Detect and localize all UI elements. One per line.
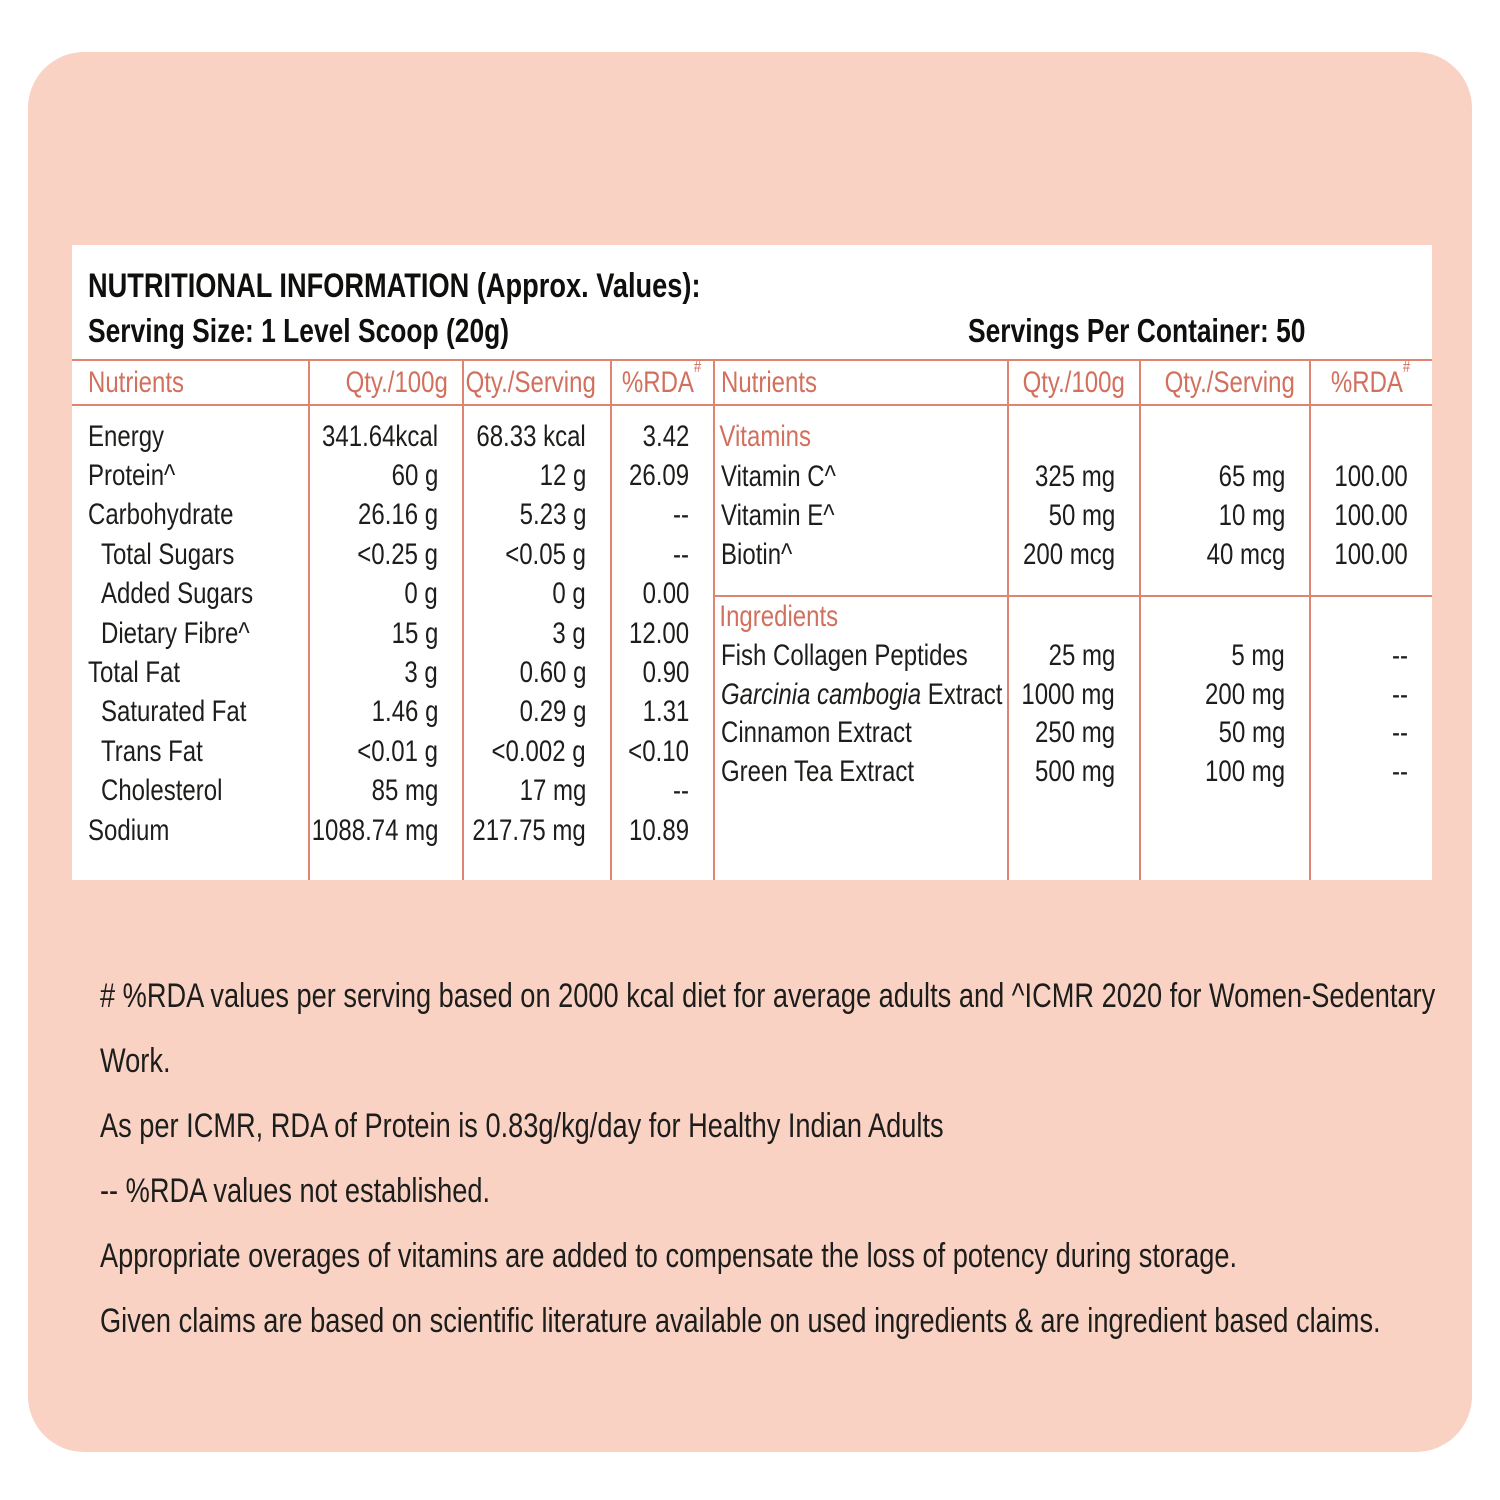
col-header-nutrients-right: Nutrients	[721, 365, 818, 399]
table-row: Biotin^ 200 mcg 40 mcg 100.00	[721, 538, 1408, 572]
table-row: Saturated Fat 1.46 g 0.29 g 1.31	[101, 695, 689, 729]
nutritional-information-title: NUTRITIONAL INFORMATION (Approx. Values):	[88, 267, 701, 305]
footnote-line: -- %RDA values not established.	[100, 1172, 491, 1210]
serving-size-text: Serving Size: 1 Level Scoop (20g)	[88, 312, 510, 349]
table-row: Energy 341.64kcal 68.33 kcal 3.42	[88, 419, 689, 453]
macronutrients-table	[72, 417, 713, 850]
col-header-rda-left: %RDA#	[621, 358, 702, 399]
table-row: Total Fat 3 g 0.60 g 0.90	[88, 656, 689, 690]
table-row: Cholesterol 85 mg 17 mg --	[101, 774, 689, 808]
footnote-line: Work.	[100, 1042, 171, 1080]
table-row: Added Sugars 0 g 0 g 0.00	[101, 577, 689, 611]
table-row: Dietary Fibre^ 15 g 3 g 12.00	[101, 616, 689, 650]
col-header-qty100-left: Qty./100g	[345, 365, 448, 399]
nutrition-panel	[72, 245, 1432, 880]
servings-per-container-text: Servings Per Container: 50	[968, 312, 1306, 349]
pink-card	[28, 52, 1472, 1452]
vitamins-table	[713, 417, 1432, 575]
footnotes	[100, 964, 1490, 1354]
table-row: Sodium 1088.74 mg 217.75 mg 10.89	[88, 813, 689, 847]
panel-header	[88, 263, 1416, 353]
table-row: Green Tea Extract 500 mg 100 mg --	[721, 755, 1408, 789]
table-row: Fish Collagen Peptides 25 mg 5 mg --	[721, 639, 1408, 673]
footnote-line: # %RDA values per serving based on 2000 kcal diet for average adults and ^ICMR 2020 for Women-Sedentary	[100, 977, 1436, 1015]
footnote-line: Given claims are based on scientific literature available on used ingredients & are ingredient based claims.	[100, 1302, 1381, 1340]
col-header-qty100-right: Qty./100g	[1022, 365, 1125, 399]
col-header-qtyserving-left: Qty./Serving	[465, 365, 596, 399]
ingredients-section-heading: Ingredients	[719, 600, 839, 633]
table-row: Vitamin C^ 325 mg 65 mg 100.00	[721, 459, 1408, 493]
table-row: Total Sugars <0.25 g <0.05 g --	[101, 537, 689, 571]
table-row: Trans Fat <0.01 g <0.002 g <0.10	[101, 734, 689, 768]
table-row: Cinnamon Extract 250 mg 50 mg --	[721, 716, 1408, 750]
table-header-row	[72, 358, 1432, 404]
col-header-rda-right: %RDA#	[1330, 358, 1411, 399]
footnote-line: As per ICMR, RDA of Protein is 0.83g/kg/day for Healthy Indian Adults	[100, 1107, 944, 1145]
table-row: Garcinia cambogia Extract 1000 mg 200 mg --	[721, 677, 1408, 711]
table-row: Protein^ 60 g 12 g 26.09	[88, 459, 689, 493]
table-rule-header-bottom	[72, 404, 1432, 406]
table-row: Vitamin E^ 50 mg 10 mg 100.00	[721, 499, 1408, 533]
footnote-line: Appropriate overages of vitamins are added to compensate the loss of potency during storage.	[100, 1237, 1238, 1275]
vitamins-section-heading: Vitamins	[719, 420, 811, 453]
table-row: Carbohydrate 26.16 g 5.23 g --	[88, 498, 689, 532]
col-header-nutrients-left: Nutrients	[88, 365, 185, 399]
col-header-qtyserving-right: Qty./Serving	[1164, 365, 1295, 399]
ingredients-table	[713, 597, 1432, 791]
